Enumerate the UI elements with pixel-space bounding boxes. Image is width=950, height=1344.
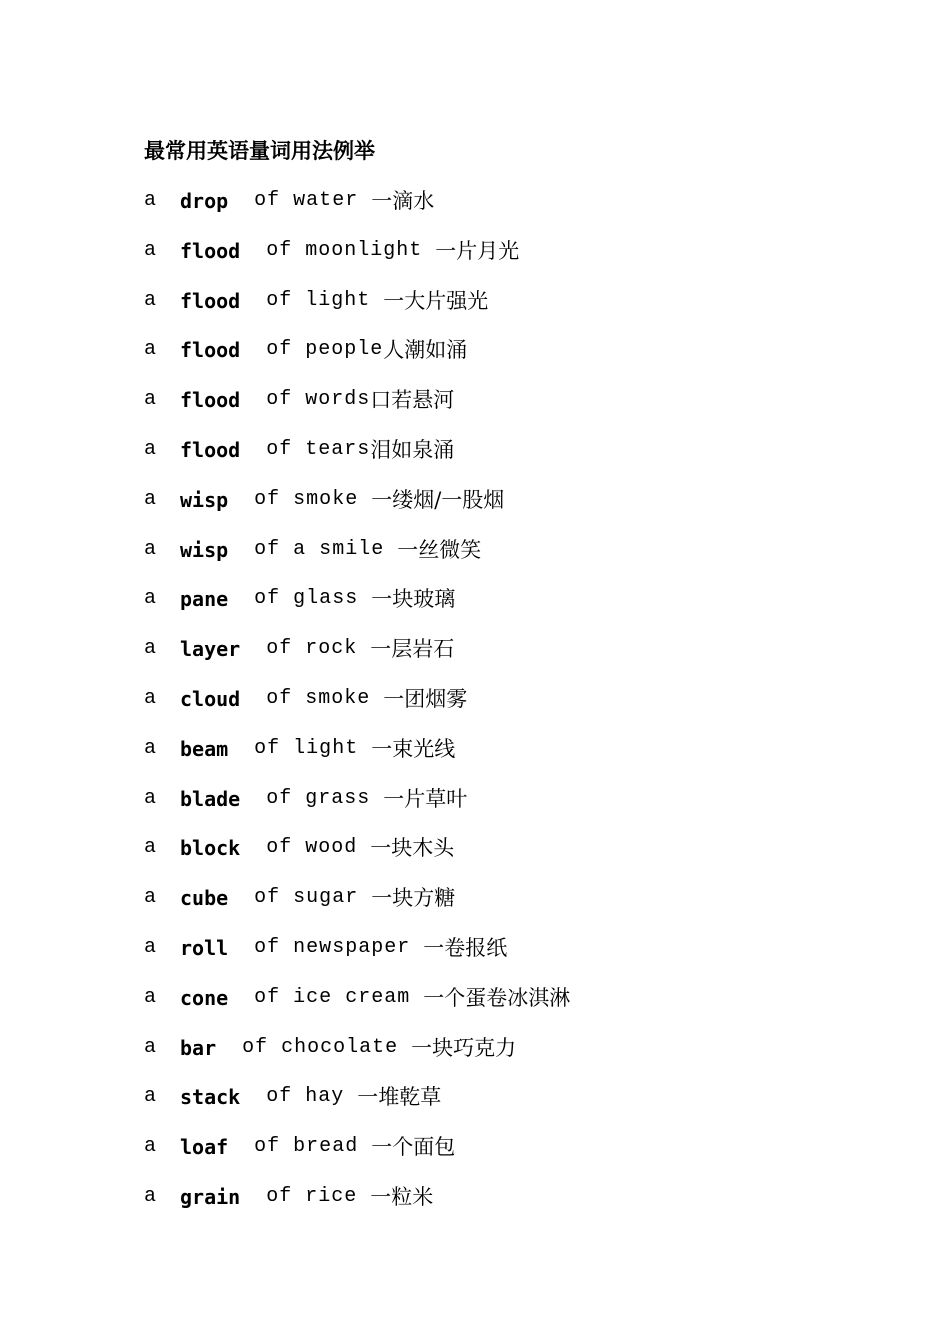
entry-unit-word: cone — [180, 985, 229, 1010]
document-title: 最常用英语量词用法例举 — [144, 138, 375, 163]
entry-article: a — [144, 587, 157, 611]
entry-meaning: 一丝微笑 — [397, 537, 482, 562]
entry-unit-word: flood — [180, 238, 241, 263]
entry-article: a — [144, 786, 157, 810]
entry-phrase: of bread — [228, 1135, 372, 1159]
list-item — [144, 335, 904, 385]
entry-meaning: 一团烟雾 — [383, 686, 468, 711]
entry-meaning: 一堆乾草 — [357, 1085, 442, 1110]
entry-article: a — [144, 836, 157, 860]
list-item — [144, 186, 904, 236]
list-item — [144, 1132, 904, 1182]
entry-meaning: 一块巧克力 — [411, 1035, 517, 1060]
entry-article: a — [144, 736, 157, 760]
entry-unit-word: flood — [180, 437, 241, 462]
entry-meaning: 口若悬河 — [370, 388, 455, 413]
entry-meaning: 一块方糖 — [371, 886, 456, 911]
entry-article: a — [144, 686, 157, 710]
entry-article: a — [144, 637, 157, 661]
entry-unit-word: roll — [180, 935, 229, 960]
entry-phrase: of smoke — [228, 487, 372, 511]
entry-article: a — [144, 1085, 157, 1109]
entry-unit-word: beam — [180, 736, 229, 761]
entry-article: a — [144, 487, 157, 511]
list-item — [144, 286, 904, 336]
entry-article: a — [144, 338, 157, 362]
entry-phrase: of glass — [228, 587, 372, 611]
entry-meaning: 一缕烟/一股烟 — [371, 487, 505, 512]
entry-meaning: 一卷报纸 — [423, 935, 508, 960]
list-item — [144, 1033, 904, 1083]
entry-phrase: of grass — [240, 786, 384, 810]
entry-phrase: of a smile — [228, 537, 398, 561]
entry-meaning: 一片月光 — [435, 238, 520, 263]
entry-phrase: of sugar — [228, 886, 372, 910]
entry-unit-word: block — [180, 836, 241, 861]
list-item — [144, 983, 904, 1033]
entry-phrase: of wood — [240, 836, 371, 860]
entry-unit-word: layer — [180, 637, 241, 662]
list-item — [144, 933, 904, 983]
list-item — [144, 734, 904, 784]
entry-unit-word: blade — [180, 786, 241, 811]
entry-unit-word: wisp — [180, 487, 229, 512]
list-item — [144, 435, 904, 485]
list-item — [144, 883, 904, 933]
list-item — [144, 485, 904, 535]
entry-phrase: of ice cream — [228, 985, 424, 1009]
entry-phrase: of moonlight — [240, 238, 436, 262]
entry-article: a — [144, 537, 157, 561]
entry-unit-word: stack — [180, 1085, 241, 1110]
entry-article: a — [144, 388, 157, 412]
entry-meaning: 一滴水 — [371, 189, 435, 213]
entry-unit-word: wisp — [180, 537, 229, 562]
entry-meaning: 一块玻璃 — [371, 587, 456, 612]
entry-unit-word: flood — [180, 388, 241, 413]
entry-article: a — [144, 189, 157, 212]
entry-article: a — [144, 1184, 157, 1208]
entry-phrase: of words — [240, 388, 371, 412]
entry-article: a — [144, 886, 157, 910]
entry-unit-word: loaf — [180, 1135, 229, 1160]
entry-meaning: 泪如泉涌 — [370, 437, 455, 462]
list-item — [144, 1182, 904, 1232]
entry-unit-word: cloud — [180, 686, 241, 711]
list-item — [144, 634, 904, 684]
entry-phrase: of light — [228, 736, 372, 760]
entry-meaning: 一个面包 — [371, 1135, 456, 1160]
entry-unit-word: grain — [180, 1184, 241, 1209]
entry-phrase: of tears — [240, 437, 371, 461]
entry-phrase: of smoke — [240, 686, 384, 710]
entry-meaning: 一块木头 — [370, 836, 455, 861]
entry-article: a — [144, 1035, 157, 1059]
list-item — [144, 385, 904, 435]
entry-meaning: 一片草叶 — [383, 786, 468, 811]
entry-phrase: of newspaper — [228, 935, 424, 959]
entry-meaning: 人潮如涌 — [383, 338, 468, 363]
list-item — [144, 1082, 904, 1132]
list-item — [144, 535, 904, 585]
list-item — [144, 784, 904, 834]
entry-meaning: 一大片强光 — [383, 288, 489, 313]
list-item — [144, 833, 904, 883]
list-item — [144, 584, 904, 634]
entry-phrase: of rock — [240, 637, 371, 661]
entry-article: a — [144, 1135, 157, 1159]
entry-unit-word: flood — [180, 288, 241, 313]
entry-unit-word: bar — [180, 1035, 217, 1060]
entry-unit-word: pane — [180, 587, 229, 612]
entry-phrase: of hay — [240, 1085, 358, 1109]
entry-phrase: of water — [228, 189, 372, 212]
entry-phrase: of rice — [240, 1184, 371, 1208]
entry-meaning: 一束光线 — [371, 736, 456, 761]
entry-list — [144, 186, 904, 1232]
entry-unit-word: flood — [180, 338, 241, 363]
entry-article: a — [144, 985, 157, 1009]
entry-meaning: 一层岩石 — [370, 637, 455, 662]
entry-phrase: of people — [240, 338, 384, 362]
entry-article: a — [144, 238, 157, 262]
list-item — [144, 684, 904, 734]
entry-phrase: of light — [240, 288, 384, 312]
entry-meaning: 一个蛋卷冰淇淋 — [423, 985, 571, 1010]
entry-article: a — [144, 935, 157, 959]
entry-meaning: 一粒米 — [370, 1184, 434, 1209]
list-item — [144, 236, 904, 286]
entry-phrase: of chocolate — [216, 1035, 412, 1059]
entry-unit-word: cube — [180, 886, 229, 911]
entry-unit-word: drop — [180, 189, 229, 213]
entry-article: a — [144, 288, 157, 312]
entry-article: a — [144, 437, 157, 461]
